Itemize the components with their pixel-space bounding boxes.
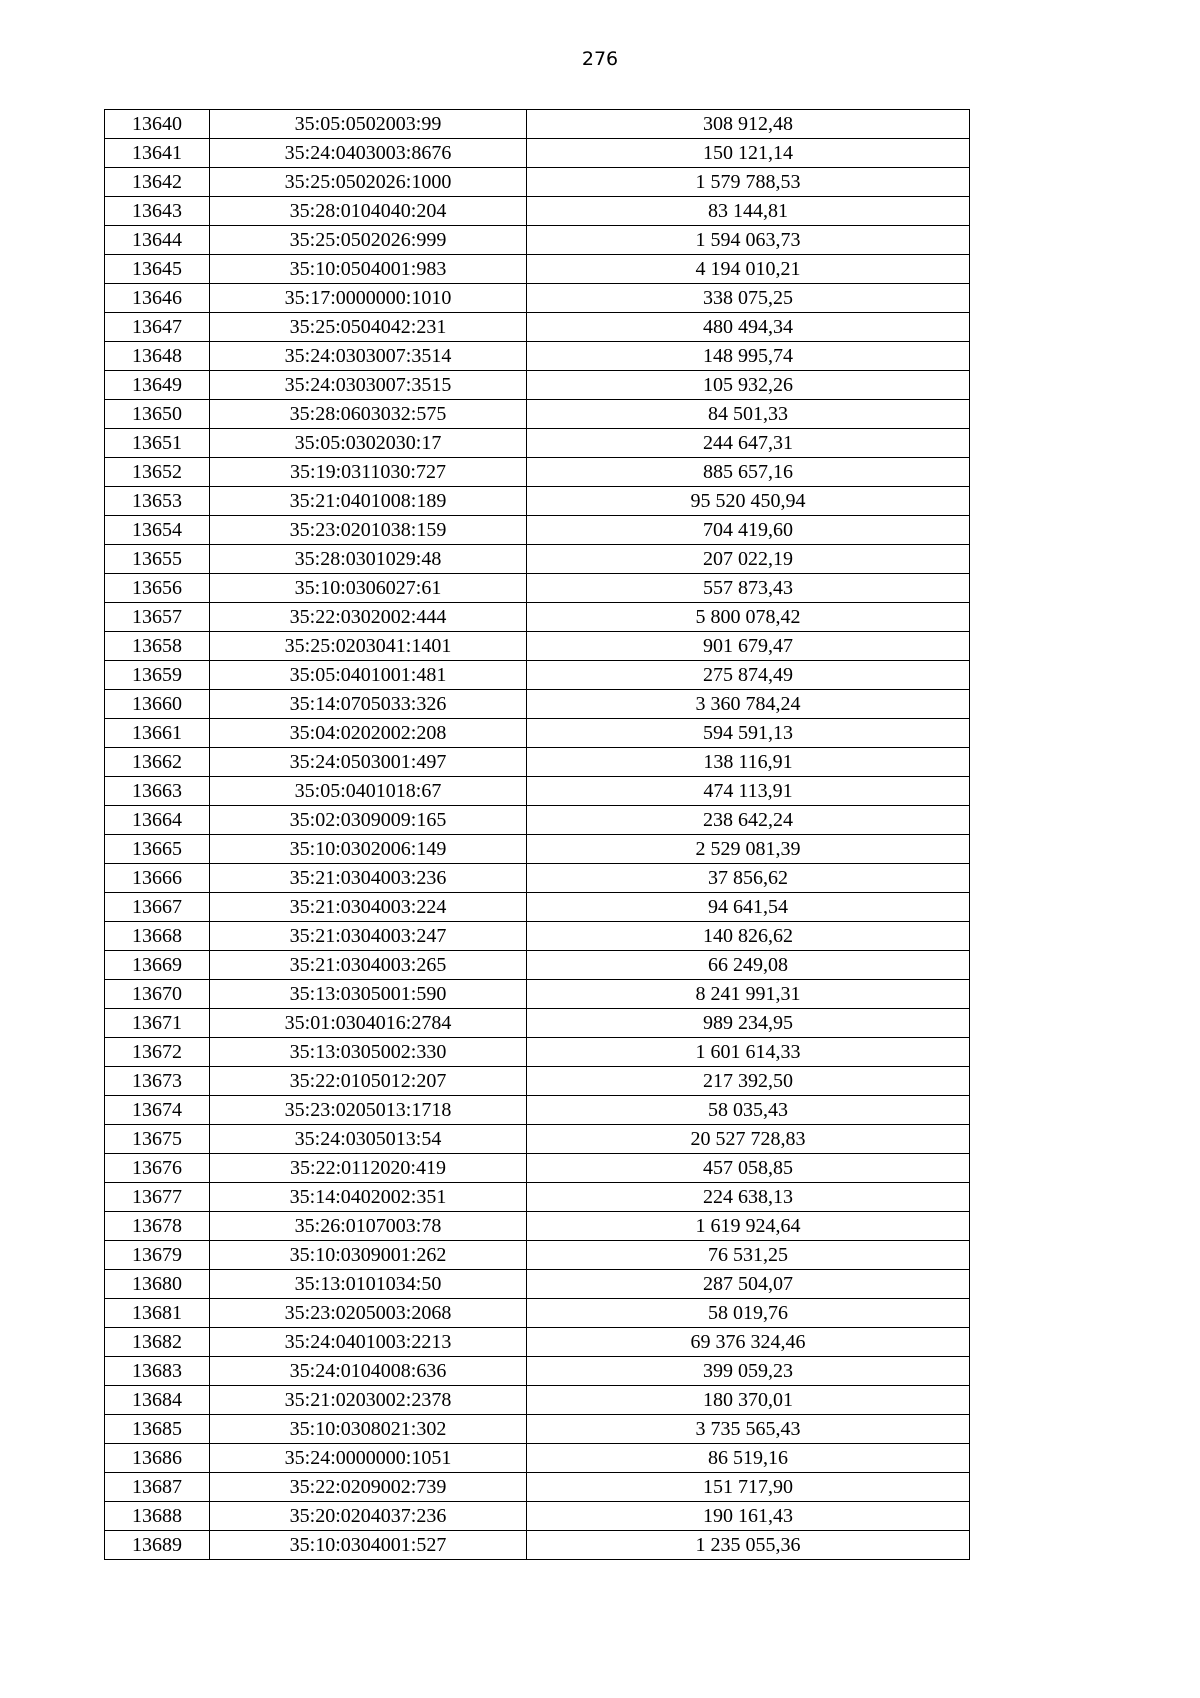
table-row [105, 1009, 970, 1038]
cadastral-value-cell: 457 058,85 [527, 1154, 970, 1183]
table-row [105, 1415, 970, 1444]
cadastral-value-table [104, 109, 970, 1560]
cadastral-value-cell: 308 912,48 [527, 110, 970, 139]
cadastral-number-cell: 35:17:0000000:1010 [210, 284, 527, 313]
row-number-cell: 13645 [105, 255, 210, 284]
row-number-cell: 13659 [105, 661, 210, 690]
row-number-cell: 13675 [105, 1125, 210, 1154]
cadastral-number-cell: 35:13:0101034:50 [210, 1270, 527, 1299]
cadastral-number-cell: 35:05:0401018:67 [210, 777, 527, 806]
table-row [105, 429, 970, 458]
cadastral-number-cell: 35:22:0105012:207 [210, 1067, 527, 1096]
row-number-cell: 13688 [105, 1502, 210, 1531]
cadastral-value-cell: 5 800 078,42 [527, 603, 970, 632]
row-number-cell: 13672 [105, 1038, 210, 1067]
row-number-cell: 13641 [105, 139, 210, 168]
cadastral-number-cell: 35:19:0311030:727 [210, 458, 527, 487]
table-row [105, 168, 970, 197]
table-row [105, 1444, 970, 1473]
row-number-cell: 13687 [105, 1473, 210, 1502]
cadastral-value-cell: 244 647,31 [527, 429, 970, 458]
cadastral-value-cell: 95 520 450,94 [527, 487, 970, 516]
cadastral-number-cell: 35:10:0304001:527 [210, 1531, 527, 1560]
table-row [105, 661, 970, 690]
table-row [105, 458, 970, 487]
row-number-cell: 13682 [105, 1328, 210, 1357]
cadastral-number-cell: 35:25:0502026:1000 [210, 168, 527, 197]
row-number-cell: 13649 [105, 371, 210, 400]
cadastral-value-cell: 1 601 614,33 [527, 1038, 970, 1067]
cadastral-value-cell: 86 519,16 [527, 1444, 970, 1473]
table-row [105, 1502, 970, 1531]
table-row [105, 313, 970, 342]
table-row [105, 632, 970, 661]
cadastral-number-cell: 35:24:0305013:54 [210, 1125, 527, 1154]
row-number-cell: 13640 [105, 110, 210, 139]
cadastral-number-cell: 35:28:0301029:48 [210, 545, 527, 574]
row-number-cell: 13661 [105, 719, 210, 748]
cadastral-value-cell: 901 679,47 [527, 632, 970, 661]
cadastral-value-cell: 224 638,13 [527, 1183, 970, 1212]
table-row [105, 1038, 970, 1067]
table-row [105, 864, 970, 893]
row-number-cell: 13652 [105, 458, 210, 487]
table-row [105, 1096, 970, 1125]
row-number-cell: 13660 [105, 690, 210, 719]
table-row [105, 226, 970, 255]
cadastral-number-cell: 35:25:0502026:999 [210, 226, 527, 255]
cadastral-number-cell: 35:22:0302002:444 [210, 603, 527, 632]
cadastral-number-cell: 35:02:0309009:165 [210, 806, 527, 835]
cadastral-number-cell: 35:21:0304003:224 [210, 893, 527, 922]
table-row [105, 1125, 970, 1154]
cadastral-value-cell: 885 657,16 [527, 458, 970, 487]
row-number-cell: 13678 [105, 1212, 210, 1241]
cadastral-value-cell: 83 144,81 [527, 197, 970, 226]
cadastral-value-cell: 58 019,76 [527, 1299, 970, 1328]
table-row [105, 690, 970, 719]
row-number-cell: 13654 [105, 516, 210, 545]
table-row [105, 748, 970, 777]
cadastral-value-cell: 2 529 081,39 [527, 835, 970, 864]
cadastral-value-cell: 275 874,49 [527, 661, 970, 690]
table-row [105, 371, 970, 400]
cadastral-value-cell: 338 075,25 [527, 284, 970, 313]
cadastral-number-cell: 35:26:0107003:78 [210, 1212, 527, 1241]
table-row [105, 835, 970, 864]
cadastral-number-cell: 35:24:0303007:3515 [210, 371, 527, 400]
table-row [105, 516, 970, 545]
cadastral-number-cell: 35:05:0502003:99 [210, 110, 527, 139]
cadastral-value-cell: 480 494,34 [527, 313, 970, 342]
cadastral-number-cell: 35:10:0504001:983 [210, 255, 527, 284]
row-number-cell: 13644 [105, 226, 210, 255]
cadastral-value-cell: 1 235 055,36 [527, 1531, 970, 1560]
cadastral-value-cell: 238 642,24 [527, 806, 970, 835]
cadastral-number-cell: 35:23:0201038:159 [210, 516, 527, 545]
cadastral-value-cell: 37 856,62 [527, 864, 970, 893]
cadastral-number-cell: 35:10:0309001:262 [210, 1241, 527, 1270]
cadastral-number-cell: 35:24:0503001:497 [210, 748, 527, 777]
cadastral-number-cell: 35:22:0209002:739 [210, 1473, 527, 1502]
table-row [105, 1299, 970, 1328]
cadastral-value-cell: 594 591,13 [527, 719, 970, 748]
row-number-cell: 13670 [105, 980, 210, 1009]
cadastral-number-cell: 35:10:0308021:302 [210, 1415, 527, 1444]
row-number-cell: 13655 [105, 545, 210, 574]
table-row [105, 545, 970, 574]
table-row [105, 980, 970, 1009]
cadastral-value-cell: 150 121,14 [527, 139, 970, 168]
cadastral-value-cell: 989 234,95 [527, 1009, 970, 1038]
table-row [105, 1328, 970, 1357]
row-number-cell: 13667 [105, 893, 210, 922]
table-row [105, 951, 970, 980]
cadastral-value-cell: 66 249,08 [527, 951, 970, 980]
cadastral-value-cell: 217 392,50 [527, 1067, 970, 1096]
row-number-cell: 13647 [105, 313, 210, 342]
cadastral-value-cell: 1 594 063,73 [527, 226, 970, 255]
cadastral-number-cell: 35:10:0302006:149 [210, 835, 527, 864]
cadastral-number-cell: 35:21:0304003:236 [210, 864, 527, 893]
table-row [105, 487, 970, 516]
cadastral-number-cell: 35:23:0205013:1718 [210, 1096, 527, 1125]
cadastral-number-cell: 35:05:0401001:481 [210, 661, 527, 690]
cadastral-value-cell: 474 113,91 [527, 777, 970, 806]
row-number-cell: 13651 [105, 429, 210, 458]
table-row [105, 197, 970, 226]
row-number-cell: 13663 [105, 777, 210, 806]
cadastral-value-cell: 76 531,25 [527, 1241, 970, 1270]
table-row [105, 342, 970, 371]
row-number-cell: 13642 [105, 168, 210, 197]
cadastral-number-cell: 35:21:0304003:247 [210, 922, 527, 951]
row-number-cell: 13646 [105, 284, 210, 313]
table-row [105, 284, 970, 313]
row-number-cell: 13664 [105, 806, 210, 835]
cadastral-number-cell: 35:21:0203002:2378 [210, 1386, 527, 1415]
cadastral-value-cell: 58 035,43 [527, 1096, 970, 1125]
row-number-cell: 13676 [105, 1154, 210, 1183]
cadastral-number-cell: 35:05:0302030:17 [210, 429, 527, 458]
row-number-cell: 13643 [105, 197, 210, 226]
cadastral-value-cell: 287 504,07 [527, 1270, 970, 1299]
cadastral-number-cell: 35:14:0705033:326 [210, 690, 527, 719]
cadastral-value-cell: 180 370,01 [527, 1386, 970, 1415]
row-number-cell: 13673 [105, 1067, 210, 1096]
cadastral-number-cell: 35:23:0205003:2068 [210, 1299, 527, 1328]
cadastral-value-cell: 94 641,54 [527, 893, 970, 922]
table-row [105, 574, 970, 603]
cadastral-value-cell: 69 376 324,46 [527, 1328, 970, 1357]
cadastral-number-cell: 35:24:0303007:3514 [210, 342, 527, 371]
row-number-cell: 13656 [105, 574, 210, 603]
cadastral-number-cell: 35:24:0104008:636 [210, 1357, 527, 1386]
cadastral-number-cell: 35:13:0305002:330 [210, 1038, 527, 1067]
row-number-cell: 13662 [105, 748, 210, 777]
table-row [105, 1154, 970, 1183]
row-number-cell: 13677 [105, 1183, 210, 1212]
table-row [105, 893, 970, 922]
row-number-cell: 13685 [105, 1415, 210, 1444]
table-row [105, 1067, 970, 1096]
row-number-cell: 13653 [105, 487, 210, 516]
row-number-cell: 13689 [105, 1531, 210, 1560]
cadastral-value-cell: 3 360 784,24 [527, 690, 970, 719]
row-number-cell: 13648 [105, 342, 210, 371]
cadastral-value-cell: 190 161,43 [527, 1502, 970, 1531]
cadastral-number-cell: 35:28:0104040:204 [210, 197, 527, 226]
cadastral-value-cell: 557 873,43 [527, 574, 970, 603]
row-number-cell: 13683 [105, 1357, 210, 1386]
row-number-cell: 13679 [105, 1241, 210, 1270]
cadastral-number-cell: 35:24:0000000:1051 [210, 1444, 527, 1473]
cadastral-number-cell: 35:01:0304016:2784 [210, 1009, 527, 1038]
cadastral-value-cell: 704 419,60 [527, 516, 970, 545]
table-row [105, 603, 970, 632]
row-number-cell: 13650 [105, 400, 210, 429]
table-row [105, 110, 970, 139]
row-number-cell: 13658 [105, 632, 210, 661]
table-row [105, 1357, 970, 1386]
table-row [105, 1386, 970, 1415]
row-number-cell: 13671 [105, 1009, 210, 1038]
table-row [105, 1531, 970, 1560]
cadastral-value-cell: 20 527 728,83 [527, 1125, 970, 1154]
cadastral-value-cell: 1 619 924,64 [527, 1212, 970, 1241]
table-body [105, 110, 970, 1560]
cadastral-number-cell: 35:25:0203041:1401 [210, 632, 527, 661]
table-row [105, 1212, 970, 1241]
table-row [105, 719, 970, 748]
cadastral-number-cell: 35:20:0204037:236 [210, 1502, 527, 1531]
row-number-cell: 13674 [105, 1096, 210, 1125]
table-row [105, 806, 970, 835]
cadastral-value-cell: 138 116,91 [527, 748, 970, 777]
cadastral-number-cell: 35:24:0401003:2213 [210, 1328, 527, 1357]
cadastral-number-cell: 35:21:0401008:189 [210, 487, 527, 516]
table-row [105, 400, 970, 429]
row-number-cell: 13686 [105, 1444, 210, 1473]
table-row [105, 1241, 970, 1270]
cadastral-value-cell: 8 241 991,31 [527, 980, 970, 1009]
row-number-cell: 13680 [105, 1270, 210, 1299]
row-number-cell: 13684 [105, 1386, 210, 1415]
table-row [105, 777, 970, 806]
row-number-cell: 13657 [105, 603, 210, 632]
cadastral-number-cell: 35:24:0403003:8676 [210, 139, 527, 168]
cadastral-value-cell: 148 995,74 [527, 342, 970, 371]
cadastral-value-cell: 4 194 010,21 [527, 255, 970, 284]
cadastral-value-cell: 105 932,26 [527, 371, 970, 400]
cadastral-number-cell: 35:13:0305001:590 [210, 980, 527, 1009]
cadastral-value-cell: 84 501,33 [527, 400, 970, 429]
cadastral-value-cell: 151 717,90 [527, 1473, 970, 1502]
cadastral-number-cell: 35:04:0202002:208 [210, 719, 527, 748]
row-number-cell: 13669 [105, 951, 210, 980]
cadastral-number-cell: 35:25:0504042:231 [210, 313, 527, 342]
row-number-cell: 13681 [105, 1299, 210, 1328]
cadastral-number-cell: 35:10:0306027:61 [210, 574, 527, 603]
cadastral-number-cell: 35:21:0304003:265 [210, 951, 527, 980]
cadastral-number-cell: 35:28:0603032:575 [210, 400, 527, 429]
row-number-cell: 13666 [105, 864, 210, 893]
cadastral-value-cell: 3 735 565,43 [527, 1415, 970, 1444]
table-row [105, 1473, 970, 1502]
cadastral-number-cell: 35:22:0112020:419 [210, 1154, 527, 1183]
cadastral-number-cell: 35:14:0402002:351 [210, 1183, 527, 1212]
cadastral-value-cell: 399 059,23 [527, 1357, 970, 1386]
table-row [105, 922, 970, 951]
table-row [105, 1183, 970, 1212]
cadastral-value-cell: 1 579 788,53 [527, 168, 970, 197]
row-number-cell: 13668 [105, 922, 210, 951]
table-row [105, 1270, 970, 1299]
page-number: 276 [581, 48, 619, 70]
row-number-cell: 13665 [105, 835, 210, 864]
cadastral-value-cell: 140 826,62 [527, 922, 970, 951]
table-row [105, 255, 970, 284]
cadastral-value-cell: 207 022,19 [527, 545, 970, 574]
table-row [105, 139, 970, 168]
